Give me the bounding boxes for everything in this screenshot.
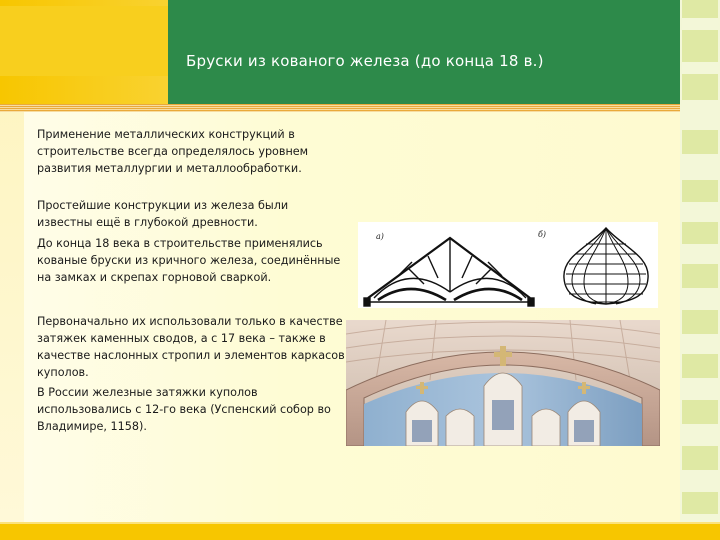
right-decor-block [682,30,718,62]
right-decor-block [682,446,718,470]
header-divider [0,104,680,112]
right-decor-block [682,222,718,244]
right-decor-block [682,74,718,100]
paragraph-3: До конца 18 века в строительстве применялись кованые бруски из кричного железа, соединённые на замках и скрепах горновой сваркой. [37,237,341,284]
right-decor-block [682,0,718,18]
dome-drawings [358,222,658,308]
right-decor-block [682,264,718,288]
right-decor-block [682,180,718,202]
slide-title: Бруски из кованого железа (до конца 18 в.) [186,52,544,70]
right-decor-block [682,492,718,514]
dome-drawings-svg [358,222,658,308]
right-decor-block [682,310,718,334]
cathedral-interior-photo [346,320,660,446]
paragraph-5: В России железные затяжки куполов использовались с 12-го века (Успенский собор во Владимире, 1158). [37,386,331,433]
paragraph-4: Первоначально их использовали только в качестве затяжек каменных сводов, а с 17 века – также в качестве наслонных стропил и элементов каркасов куполов. [37,315,345,379]
footer-band [0,524,720,540]
truss-drawing [364,238,534,306]
right-decor-block [682,130,718,154]
paragraph-2: Простейшие конструкции из железа были известны ещё в глубокой древности. [37,199,289,229]
drawing-label-b: б) [538,230,547,239]
right-decor-block [682,354,718,378]
onion-dome-drawing [564,228,648,304]
drawing-label-a: a) [376,232,384,241]
cathedral-photo-svg [346,320,660,446]
paragraph-1: Применение металлических конструкций в строительстве всегда определялось уровнем развития металлургии и металлообработки. [37,128,309,175]
header-left-accent [0,6,168,76]
right-decor-block [682,400,718,424]
